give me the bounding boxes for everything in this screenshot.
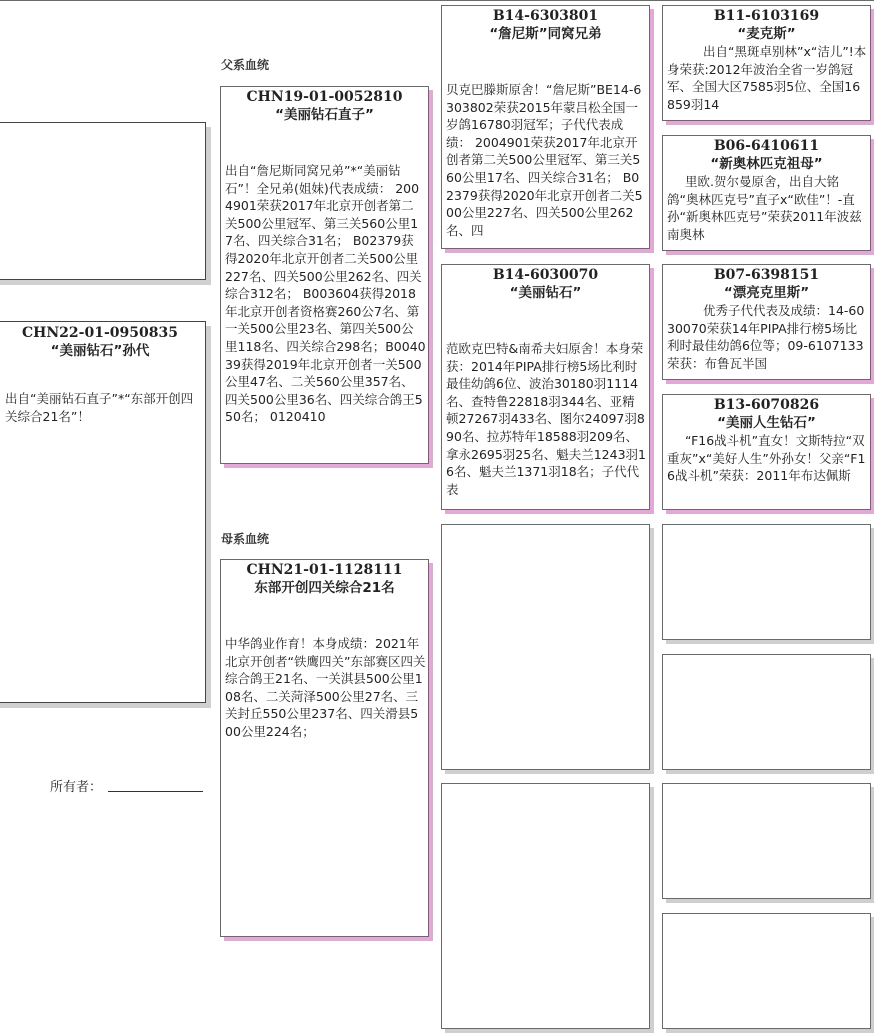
dam-description: 中华鸽业作育！本身成绩：2021年北京开创者“铁鹰四关”东部赛区四关综合鸽王21名、一关淇县500公里108名、二关菏泽500公里27名、三关封丘550公里237名、四关滑县500公里224名；	[225, 636, 426, 739]
great-granddam-1-name: “新奥林匹克祖母”	[710, 156, 823, 172]
subject-ring-number: CHN22-01-0950835	[22, 325, 178, 341]
maternal-grandsire-card	[441, 524, 650, 770]
great-grandparent-card-5	[662, 524, 871, 640]
sire-name: “美丽钻石直子”	[275, 107, 374, 123]
owner-signature-line	[108, 791, 203, 792]
great-grandsire-2-description: 优秀子代代表及成绩：14-6030070荣获14年PIPA排行榜5场比利时最佳幼鸽6位等；09-6107133荣获：布鲁瓦半国	[667, 303, 865, 371]
subject-description: 出自“美丽钻石直子”*“东部开创四关综合21名”！	[5, 391, 194, 424]
left-partial-box	[0, 122, 206, 280]
great-grandsire-2-card	[662, 264, 871, 380]
paternal-granddam-ring-number: B14-6030070	[492, 267, 599, 283]
great-grandparent-card-6	[662, 654, 871, 770]
dam-card	[220, 559, 429, 937]
great-grandparent-card-8	[662, 913, 871, 1029]
great-grandsire-2-ring-number: B07-6398151	[713, 267, 820, 283]
great-grandsire-1-name: “麦克斯”	[737, 26, 796, 42]
top-border-line	[0, 0, 874, 1]
great-grandsire-1-ring-number: B11-6103169	[713, 8, 820, 24]
maternal-granddam-card	[441, 783, 650, 1029]
subject-pigeon-card	[0, 321, 206, 703]
sire-card	[220, 86, 429, 464]
sire-ring-number: CHN19-01-0052810	[246, 89, 403, 105]
great-granddam-2-description: “F16战斗机”直女！文斯特拉“双重灰”x“美好人生”外孙女！父亲“F16战斗机”荣获：2011年布达佩斯	[667, 433, 866, 484]
paternal-grandsire-card	[441, 5, 650, 249]
great-granddam-1-ring-number: B06-6410611	[713, 138, 820, 154]
great-grandsire-1-description: 出自“黑斑卓别林”x“洁儿”!本身荣获:2012年波治全省一岁鸽冠军、全国大区7585羽5位、全国16859羽14	[667, 44, 867, 112]
great-granddam-1-description: 里欧.贺尔曼原舍，出自大铭鸽“奥林匹克号”直子x“欧佳”！-直孙“新奥林匹克号”荣获2011年波兹南奥林	[667, 174, 862, 242]
paternal-grandsire-ring-number: B14-6303801	[492, 8, 599, 24]
paternal-granddam-name: “美丽钻石”	[509, 285, 582, 301]
paternal-grandsire-description: 贝克巴滕斯原舍！“詹尼斯”BE14-6303802荣获2015年蒙吕松全国一岁鸽16780羽冠军；子代代表成绩： 2004901荣获2017年北京开创者第二关500公里冠军、第三关560公里17名、四关综合31名； B02379获得2020年北京开创者二关500公里227名、四关500公里262名、四	[446, 82, 643, 238]
paternal-granddam-card	[441, 264, 650, 510]
paternal-granddam-description: 范欧克巴特&南希夫妇原舍！本身荣获：2014年PIPA排行榜5场比利时最佳幼鸽6位、波治30180羽1114名、查特鲁22818羽344名、亚精顿27267羽433名、图尔24097羽890名、拉苏特年18588羽209名、拿永2695羽25名、魁夫兰1243羽16名、魁夫兰1371羽18名；子代代表	[446, 341, 646, 497]
great-grandsire-2-name: “漂亮克里斯”	[723, 285, 810, 301]
paternal-grandsire-name: “詹尼斯”同窝兄弟	[489, 26, 602, 42]
sire-description: 出自“詹尼斯同窝兄弟”*“美丽钻石”！全兄弟(姐妹)代表成绩： 2004901荣获2017年北京开创者第二关500公里冠军、第三关560公里17名、四关综合31名； B02379获得2020年北京开创者二关500公里227名、四关500公里262名、四关综合312名； B003604获得2018年北京开创者资格赛260公7名、第一关500公里23名、第四关500公里118名、四关综合298名；B004039获得2019年北京开创者一关500公里47名、二关560公里357名、四关500公里36名、四关综合鸽王550名； 0120410	[225, 163, 426, 425]
dam-ring-number: CHN21-01-1128111	[246, 562, 403, 578]
great-granddam-2-card	[662, 394, 871, 510]
great-grandsire-1-card	[662, 5, 871, 121]
great-granddam-1-card	[662, 135, 871, 251]
great-granddam-2-name: “美丽人生钻石”	[717, 415, 816, 431]
owner-label: 所有者：	[50, 780, 103, 795]
great-granddam-2-ring-number: B13-6070826	[713, 397, 820, 413]
subject-name: “美丽钻石”孙代	[50, 343, 150, 359]
paternal-line-label: 父系血统	[221, 58, 270, 72]
maternal-line-label: 母系血统	[221, 532, 270, 546]
dam-name: 东部开创四关综合21名	[254, 580, 395, 596]
great-grandparent-card-7	[662, 783, 871, 899]
